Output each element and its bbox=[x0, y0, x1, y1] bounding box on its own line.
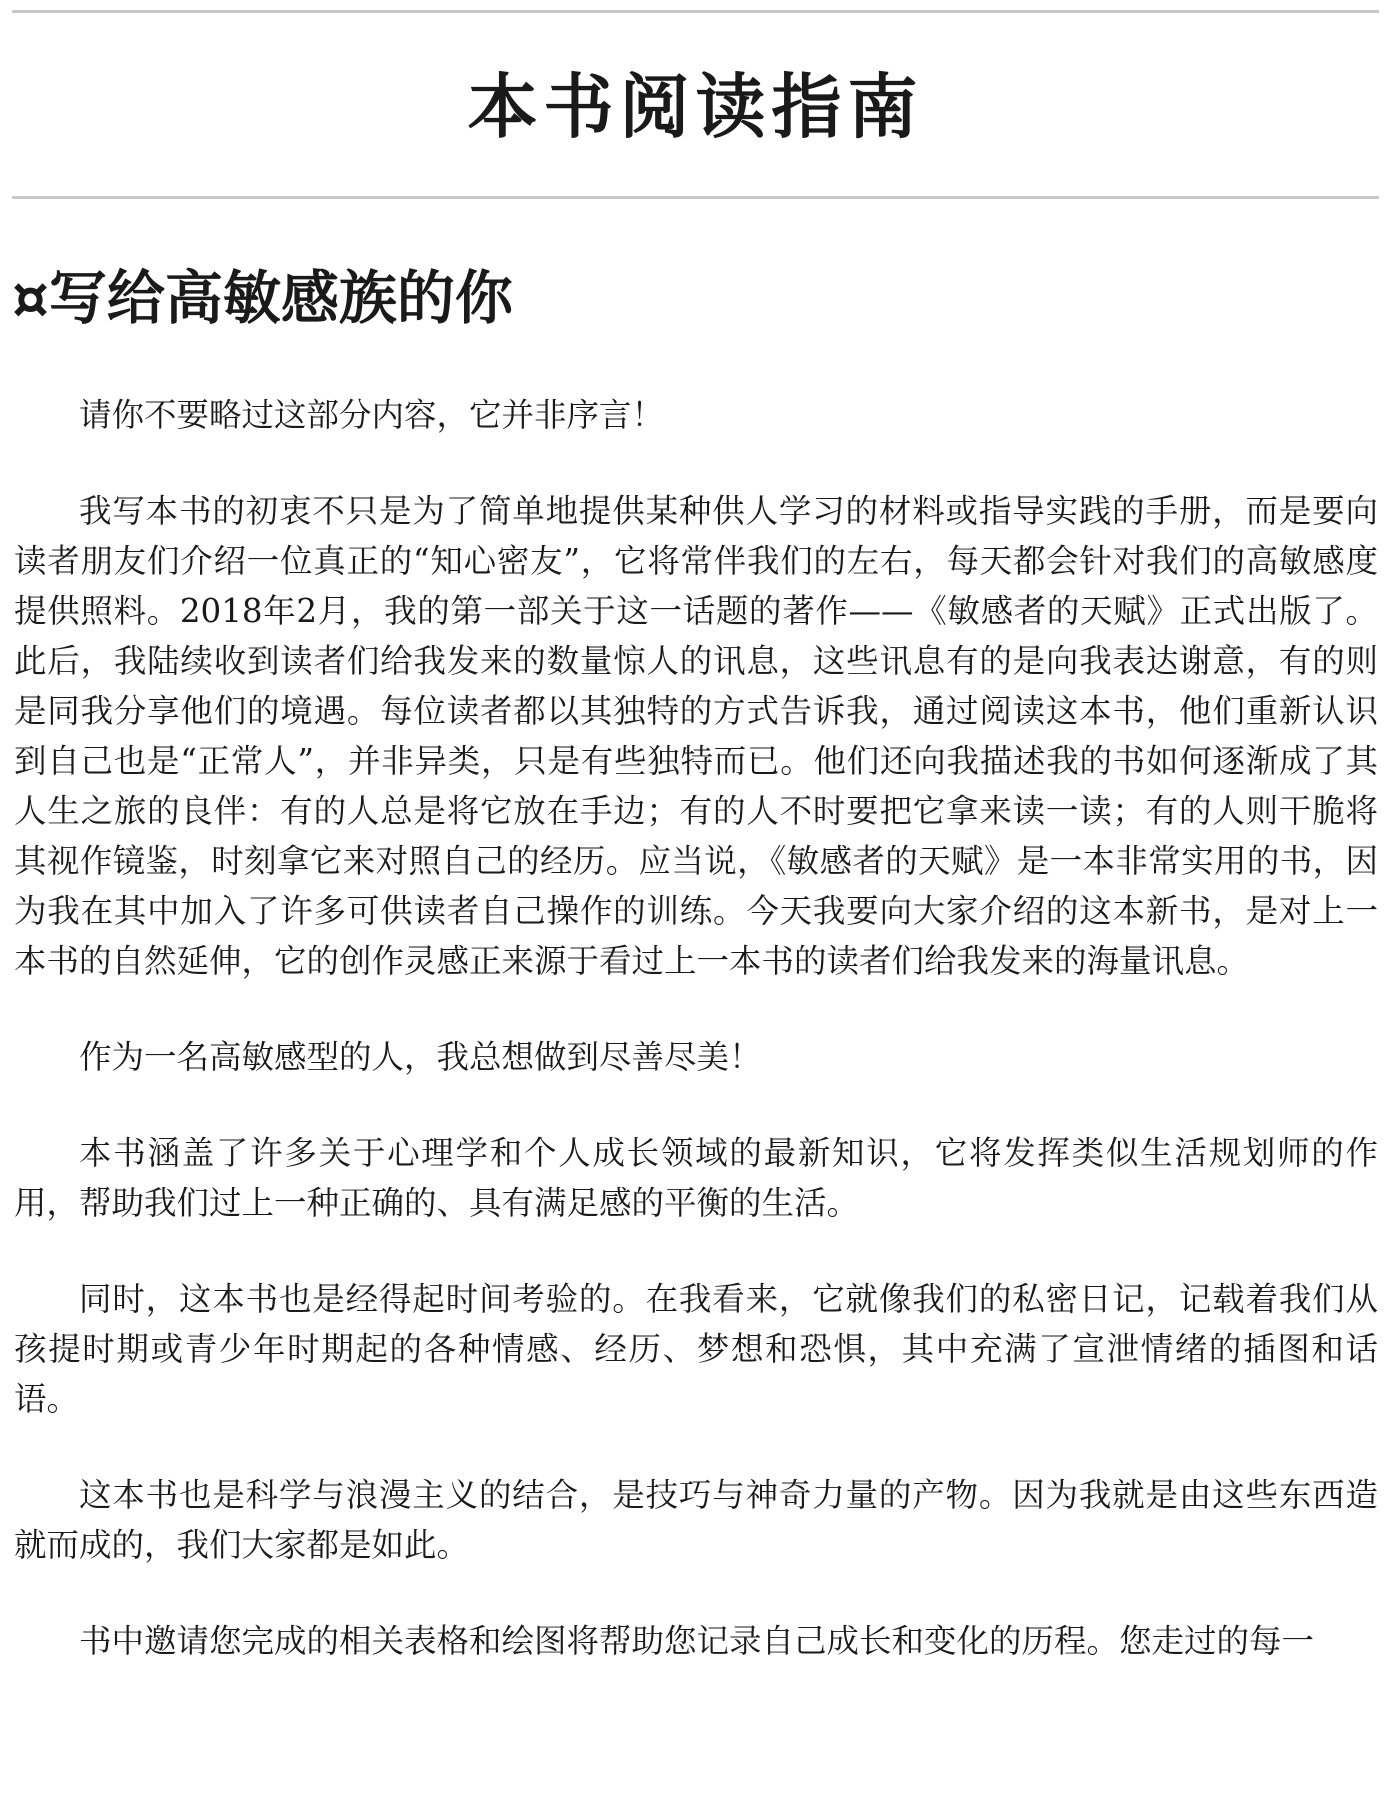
paragraph: 书中邀请您完成的相关表格和绘图将帮助您记录自己成长和变化的历程。您走过的每一 bbox=[79, 1622, 1315, 1660]
paragraph: 这本书也是科学与浪漫主义的结合，是技巧与神奇力量的产物。因为我就是由这些东西造就而成的，我们大家都是如此。 bbox=[14, 1476, 1378, 1564]
section-heading: ¤写给高敏感族的你 bbox=[12, 264, 513, 332]
title-divider bbox=[12, 196, 1379, 199]
top-divider bbox=[12, 10, 1379, 13]
body-text bbox=[14, 390, 1378, 1712]
paragraph: 同时，这本书也是经得起时间考验的。在我看来，它就像我们的私密日记，记载着我们从孩提时期或青少年时期起的各种情感、经历、梦想和恐惧，其中充满了宣泄情绪的插图和话语。 bbox=[14, 1280, 1378, 1418]
paragraph: 我写本书的初衷不只是为了简单地提供某种供人学习的材料或指导实践的手册，而是要向读者朋友们介绍一位真正的“知心密友”，它将常伴我们的左右，每天都会针对我们的高敏感度提供照料。2018年2月，我的第一部关于这一话题的著作——《敏感者的天赋》正式出版了。此后，我陆续收到读者们给我发来的数量惊人的讯息，这些讯息有的是向我表达谢意，有的则是同我分享他们的境遇。每位读者都以其独特的方式告诉我，通过阅读这本书，他们重新认识到自己也是“正常人”，并非异类，只是有些独特而已。他们还向我描述我的书如何逐渐成了其人生之旅的良伴：有的人总是将它放在手边；有的人不时要把它拿来读一读；有的人则干脆将其视作镜鉴，时刻拿它来对照自己的经历。应当说，《敏感者的天赋》是一本非常实用的书，因为我在其中加入了许多可供读者自己操作的训练。今天我要向大家介绍的这本新书，是对上一本书的自然延伸，它的创作灵感正来源于看过上一本书的读者们给我发来的海量讯息。 bbox=[14, 492, 1378, 980]
paragraph: 本书涵盖了许多关于心理学和个人成长领域的最新知识，它将发挥类似生活规划师的作用，帮助我们过上一种正确的、具有满足感的平衡的生活。 bbox=[14, 1134, 1378, 1222]
paragraph: 作为一名高敏感型的人，我总想做到尽善尽美！ bbox=[79, 1038, 762, 1076]
paragraph: 请你不要略过这部分内容，它并非序言！ bbox=[79, 396, 665, 434]
chapter-title: 本书阅读指南 bbox=[467, 66, 924, 148]
